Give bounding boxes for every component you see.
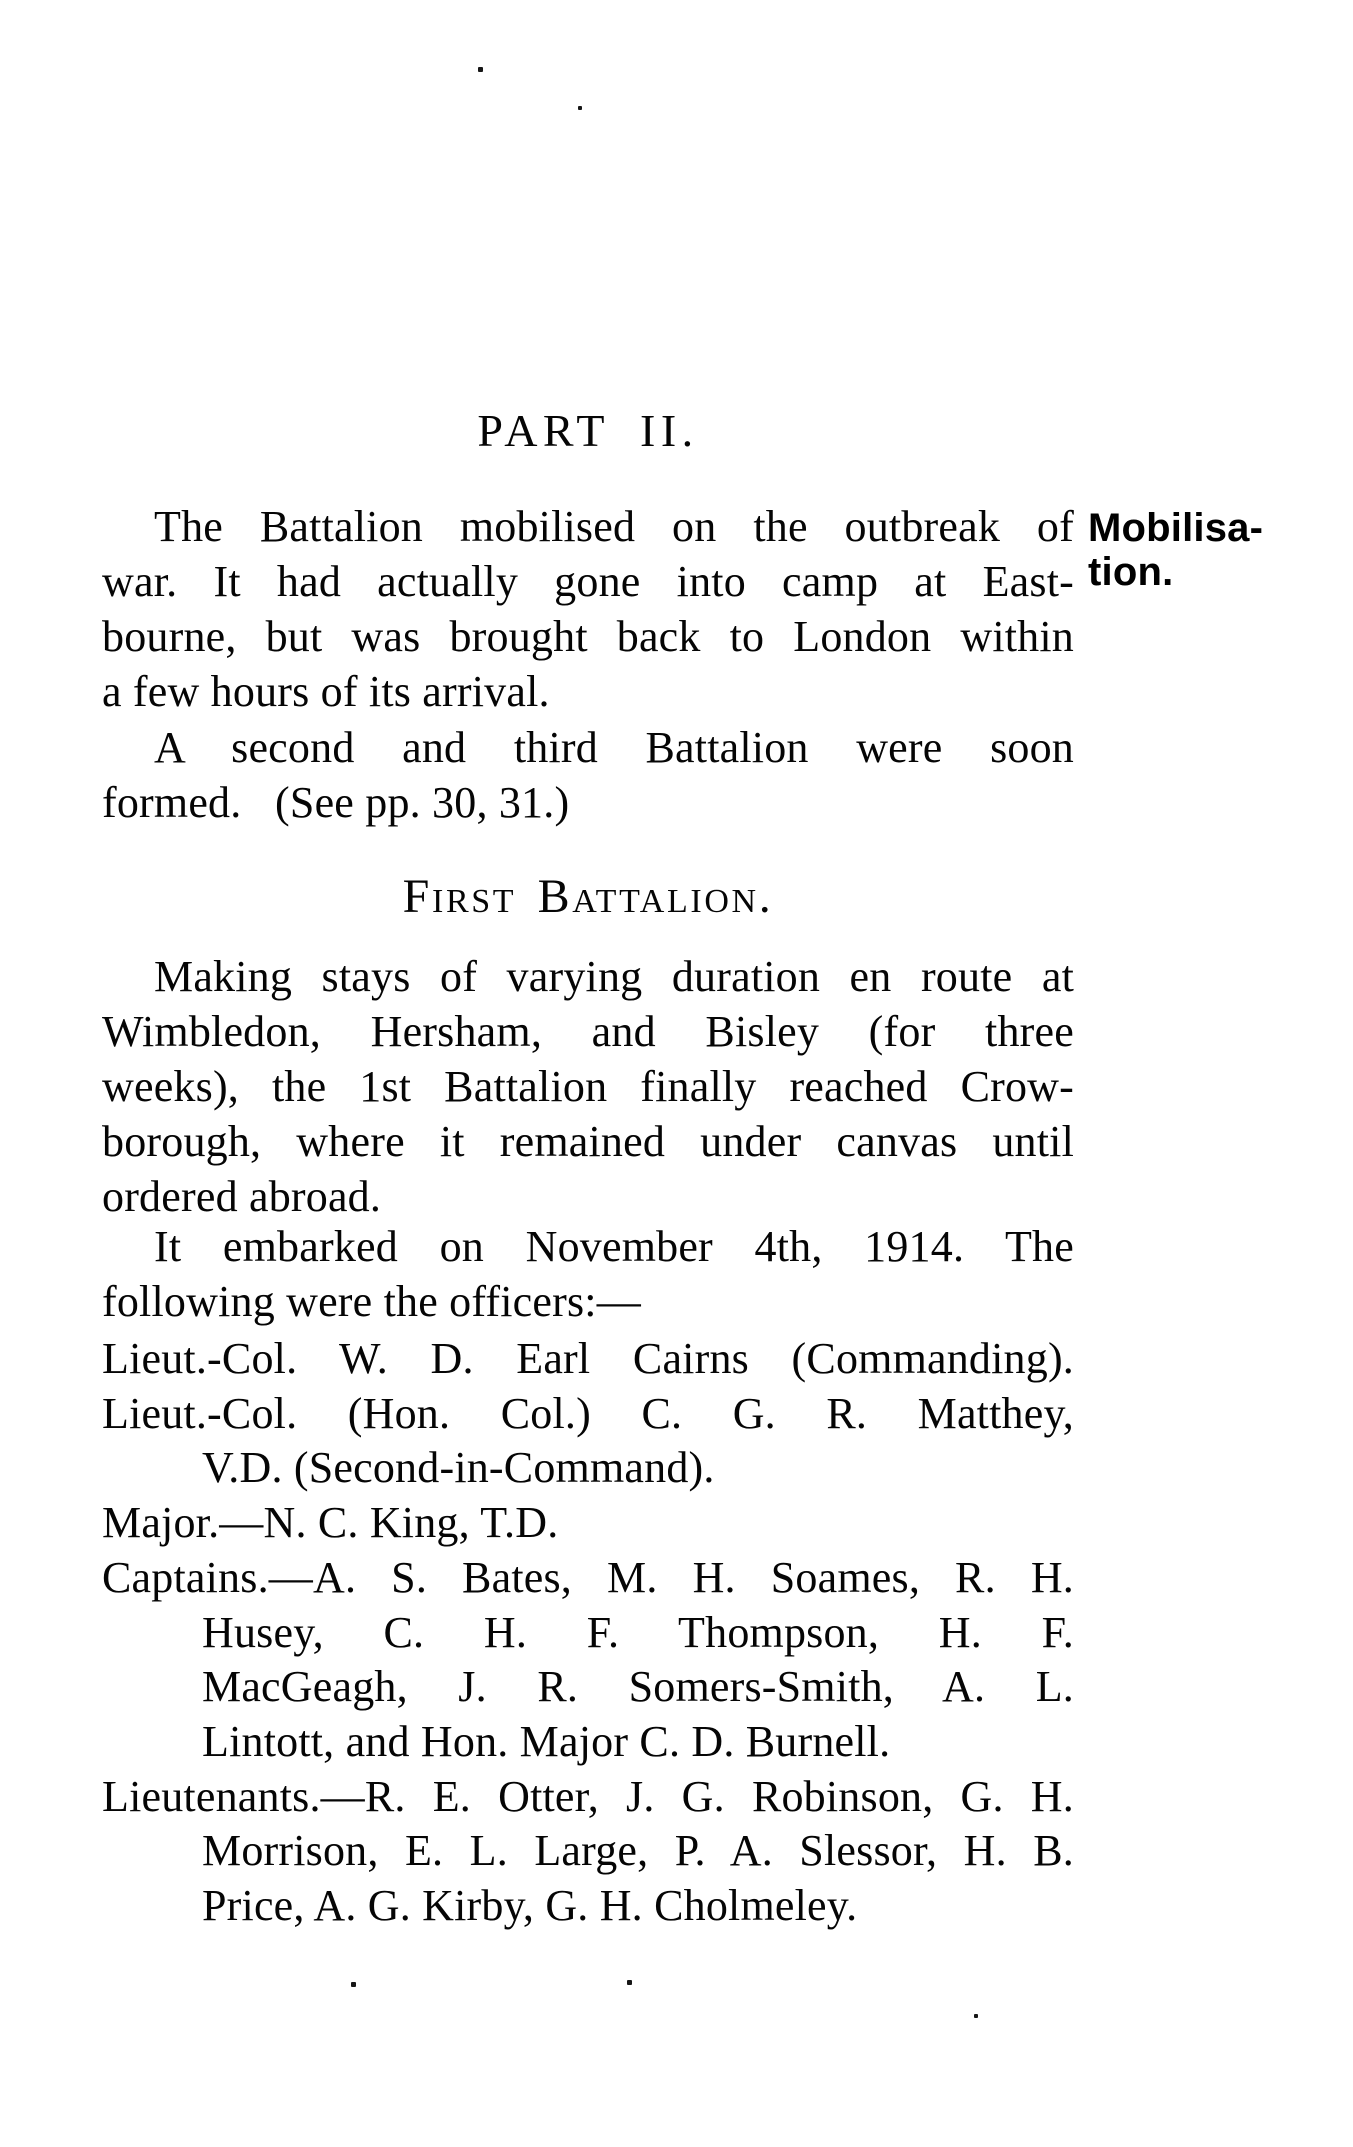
officer-entry-line: Lieut.-Col. (Hon. Col.) C. G. R. Matthey, [102,1388,1074,1438]
paragraph-making-stays [102,949,1074,1224]
text-line: war. It had actually gone into camp at East- [102,557,1074,606]
text-line: Wimbledon, Hersham, and Bisley (for three [102,1007,1074,1056]
scan-speck [974,2014,978,2018]
text-line: following were the officers:— [102,1277,641,1326]
text-line: formed. (See pp. 30, 31.) [102,778,570,827]
scan-speck [627,1980,632,1985]
text-line: The Battalion mobilised on the outbreak of [154,502,1074,551]
paragraph-second-third [102,720,1074,830]
text-line: ordered abroad. [102,1172,382,1221]
officer-entry-line: Husey, C. H. F. Thompson, H. F. [202,1607,1074,1657]
officer-entry-line: Lintott, and Hon. Major C. D. Burnell. [202,1716,891,1766]
paragraph-mobilised [102,499,1074,719]
text-line: It embarked on November 4th, 1914. The [154,1222,1074,1271]
officer-entry-line: Morrison, E. L. Large, P. A. Slessor, H. B. [202,1826,1074,1876]
officer-entry-line: Captains.—A. S. Bates, M. H. Soames, R. H. [102,1552,1074,1602]
section-heading-first-battalion: First Battalion. [402,870,774,923]
officer-entry-line: Lieut.-Col. W. D. Earl Cairns (Commanding). [102,1334,1074,1383]
margin-note-line: tion. [1088,550,1174,594]
paragraph-embarked [102,1219,1074,1329]
text-line: bourne, but was brought back to London within [102,612,1074,661]
officer-entry-line: Lieutenants.—R. E. Otter, J. G. Robinson, G. H. [102,1771,1074,1821]
officer-entry-line: MacGeagh, J. R. Somers-Smith, A. L. [202,1662,1074,1712]
text-line: a few hours of its arrival. [102,667,550,716]
text-line: Making stays of varying duration en route at [154,952,1074,1001]
officers-list [102,1332,1074,1934]
officer-entry-line: V.D. (Second-in-Command). [202,1443,715,1493]
text-line: weeks), the 1st Battalion finally reached Crow- [102,1062,1074,1111]
scan-speck [351,1982,356,1987]
scan-speck [478,67,483,72]
text-line: borough, where it remained under canvas until [102,1117,1074,1166]
part-heading: PART II. [477,405,699,456]
officer-entry-line: Major.—N. C. King, T.D. [102,1498,559,1548]
scan-speck [578,106,582,110]
officer-entry-line: Price, A. G. Kirby, G. H. Cholmeley. [202,1881,858,1931]
margin-note [1088,506,1308,594]
text-line: A second and third Battalion were soon [154,723,1074,772]
margin-note-line: Mobilisa- [1088,506,1264,550]
